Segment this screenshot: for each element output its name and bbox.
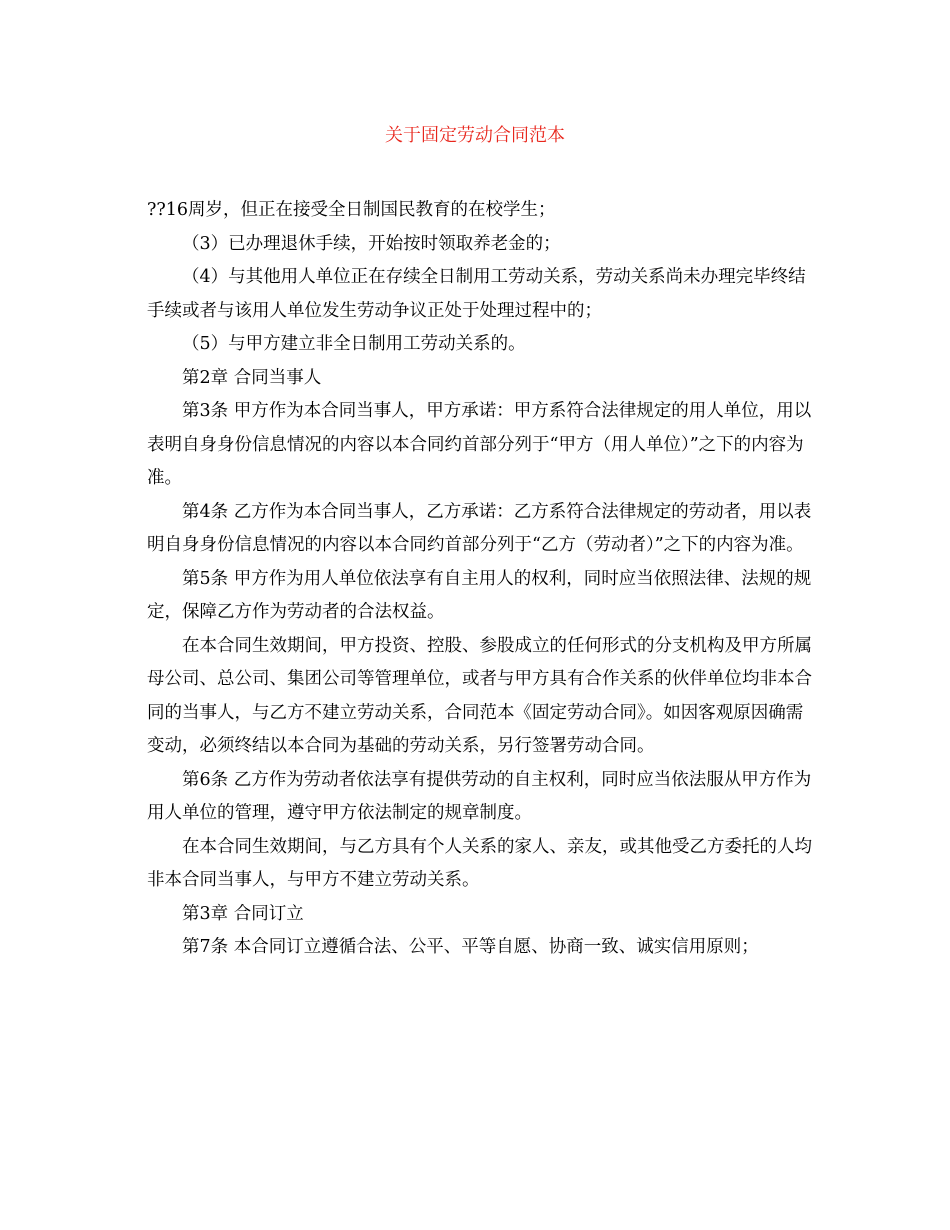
paragraph: （3）已办理退休手续，开始按时领取养老金的；	[182, 233, 561, 254]
paragraph: （4）与其他用人单位正在存续全日制用工劳动关系，劳动关系尚未办理完毕终结手续或者与该用人单位发生劳动争议正处于处理过程中的；	[147, 267, 806, 321]
paragraph: 第2章 合同当事人	[182, 367, 322, 388]
document-body	[147, 194, 812, 965]
paragraph: 第3条 甲方作为本合同当事人，甲方承诺：甲方系符合法律规定的用人单位，用以表明自身身份信息情况的内容以本合同约首部分列于“甲方（用人单位）”之下的内容为准。	[147, 401, 812, 488]
paragraph: 在本合同生效期间，与乙方具有个人关系的家人、亲友，或其他受乙方委托的人均非本合同当事人，与甲方不建立劳动关系。	[147, 836, 812, 890]
paragraph: 在本合同生效期间，甲方投资、控股、参股成立的任何形式的分支机构及甲方所属母公司、总公司、集团公司等管理单位，或者与甲方具有合作关系的伙伴单位均非本合同的当事人，与乙方不建立劳动关系，合同范本《固定劳动合同》。如因客观原因确需变动，必须终结以本合同为基础的劳动关系，另行签署劳动合同。	[147, 635, 812, 756]
paragraph: 第6条 乙方作为劳动者依法享有提供劳动的自主权利，同时应当依法服从甲方作为用人单位的管理，遵守甲方依法制定的规章制度。	[147, 769, 812, 823]
paragraph: ??16周岁，但正在接受全日制国民教育的在校学生；	[147, 200, 556, 220]
paragraph: 第4条 乙方作为本合同当事人，乙方承诺：乙方系符合法律规定的劳动者，用以表明自身身份信息情况的内容以本合同约首部分列于“乙方（劳动者）”之下的内容为准。	[147, 501, 812, 555]
paragraph: 第5条 甲方作为用人单位依法享有自主用人的权利，同时应当依照法律、法规的规定，保障乙方作为劳动者的合法权益。	[147, 568, 812, 622]
paragraph: （5）与甲方建立非全日制用工劳动关系的。	[182, 334, 526, 354]
paragraph: 第7条 本合同订立遵循合法、公平、平等自愿、协商一致、诚实信用原则；	[182, 937, 759, 957]
paragraph: 第3章 合同订立	[182, 903, 304, 924]
document-title: 关于固定劳动合同范本	[385, 125, 565, 146]
